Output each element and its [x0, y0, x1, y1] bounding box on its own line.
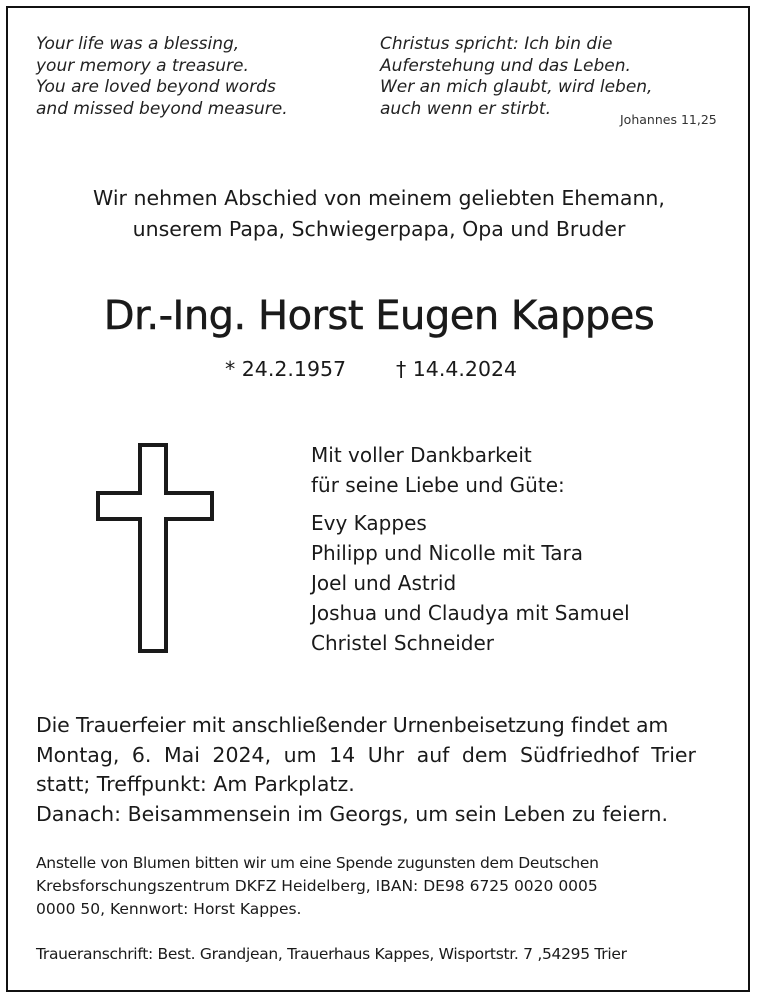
- mourner-name: Philipp und Nicolle mit Tara: [311, 541, 583, 565]
- quote-line: auch wenn er stirbt.: [380, 98, 551, 119]
- ceremony-line: Die Trauerfeier mit anschließender Urnenbeisetzung findet am: [36, 713, 669, 737]
- donation-line: Anstelle von Blumen bitten wir um eine Spende zugunsten dem Deutschen: [36, 854, 599, 872]
- mourner-name: Christel Schneider: [311, 631, 495, 655]
- ceremony-info: [36, 711, 696, 829]
- mourner-name: Evy Kappes: [311, 511, 427, 535]
- ceremony-line: statt; Treffpunkt: Am Parkplatz.: [36, 772, 355, 796]
- donation-request: [36, 852, 599, 921]
- mourners-list: [311, 508, 630, 658]
- quote-line: Christus spricht: Ich bin die: [380, 34, 613, 54]
- quote-line: and missed beyond measure.: [36, 98, 288, 119]
- cross-icon: [96, 443, 216, 655]
- intro-line: Wir nehmen Abschied von meinem geliebten Ehemann,: [93, 186, 665, 210]
- ceremony-line: Danach: Beisammensein im Georgs, um sein Leben zu feiern.: [36, 801, 669, 826]
- death-date: † 14.4.2024: [396, 357, 518, 381]
- mourners-intro: [311, 440, 565, 500]
- mourner-name: Joel und Astrid: [311, 571, 457, 595]
- birth-date: * 24.2.1957: [225, 357, 347, 381]
- donation-line: Krebsforschungszentrum DKFZ Heidelberg, IBAN: DE98 6725 0020 0005: [36, 877, 598, 895]
- quote-line: Wer an mich glaubt, wird leben,: [380, 77, 653, 97]
- quote-line: Your life was a blessing,: [36, 34, 240, 54]
- bible-quote: [380, 34, 652, 120]
- quote-line: Auferstehung und das Leben.: [380, 55, 631, 76]
- bible-reference: Johannes 11,25: [620, 112, 717, 127]
- mourning-address: Traueranschrift: Best. Grandjean, Trauerhaus Kappes, Wisportstr. 7 ,54295 Trier: [36, 945, 627, 963]
- ceremony-line: Montag, 6. Mai 2024, um 14 Uhr auf dem Südfriedhof Trier: [36, 742, 696, 767]
- deceased-name: Dr.-Ing. Horst Eugen Kappes: [103, 293, 655, 339]
- quote-line: your memory a treasure.: [36, 55, 249, 76]
- donation-line: 0000 50, Kennwort: Horst Kappes.: [36, 900, 302, 918]
- english-quote: [36, 34, 288, 120]
- intro-line: unserem Papa, Schwiegerpapa, Opa und Bruder: [132, 217, 626, 241]
- mourner-name: Joshua und Claudya mit Samuel: [311, 601, 630, 625]
- quote-line: You are loved beyond words: [36, 77, 276, 97]
- farewell-intro: [0, 183, 758, 245]
- mourners-intro-line: Mit voller Dankbarkeit: [311, 443, 532, 467]
- mourners-intro-line: für seine Liebe und Güte:: [311, 473, 565, 497]
